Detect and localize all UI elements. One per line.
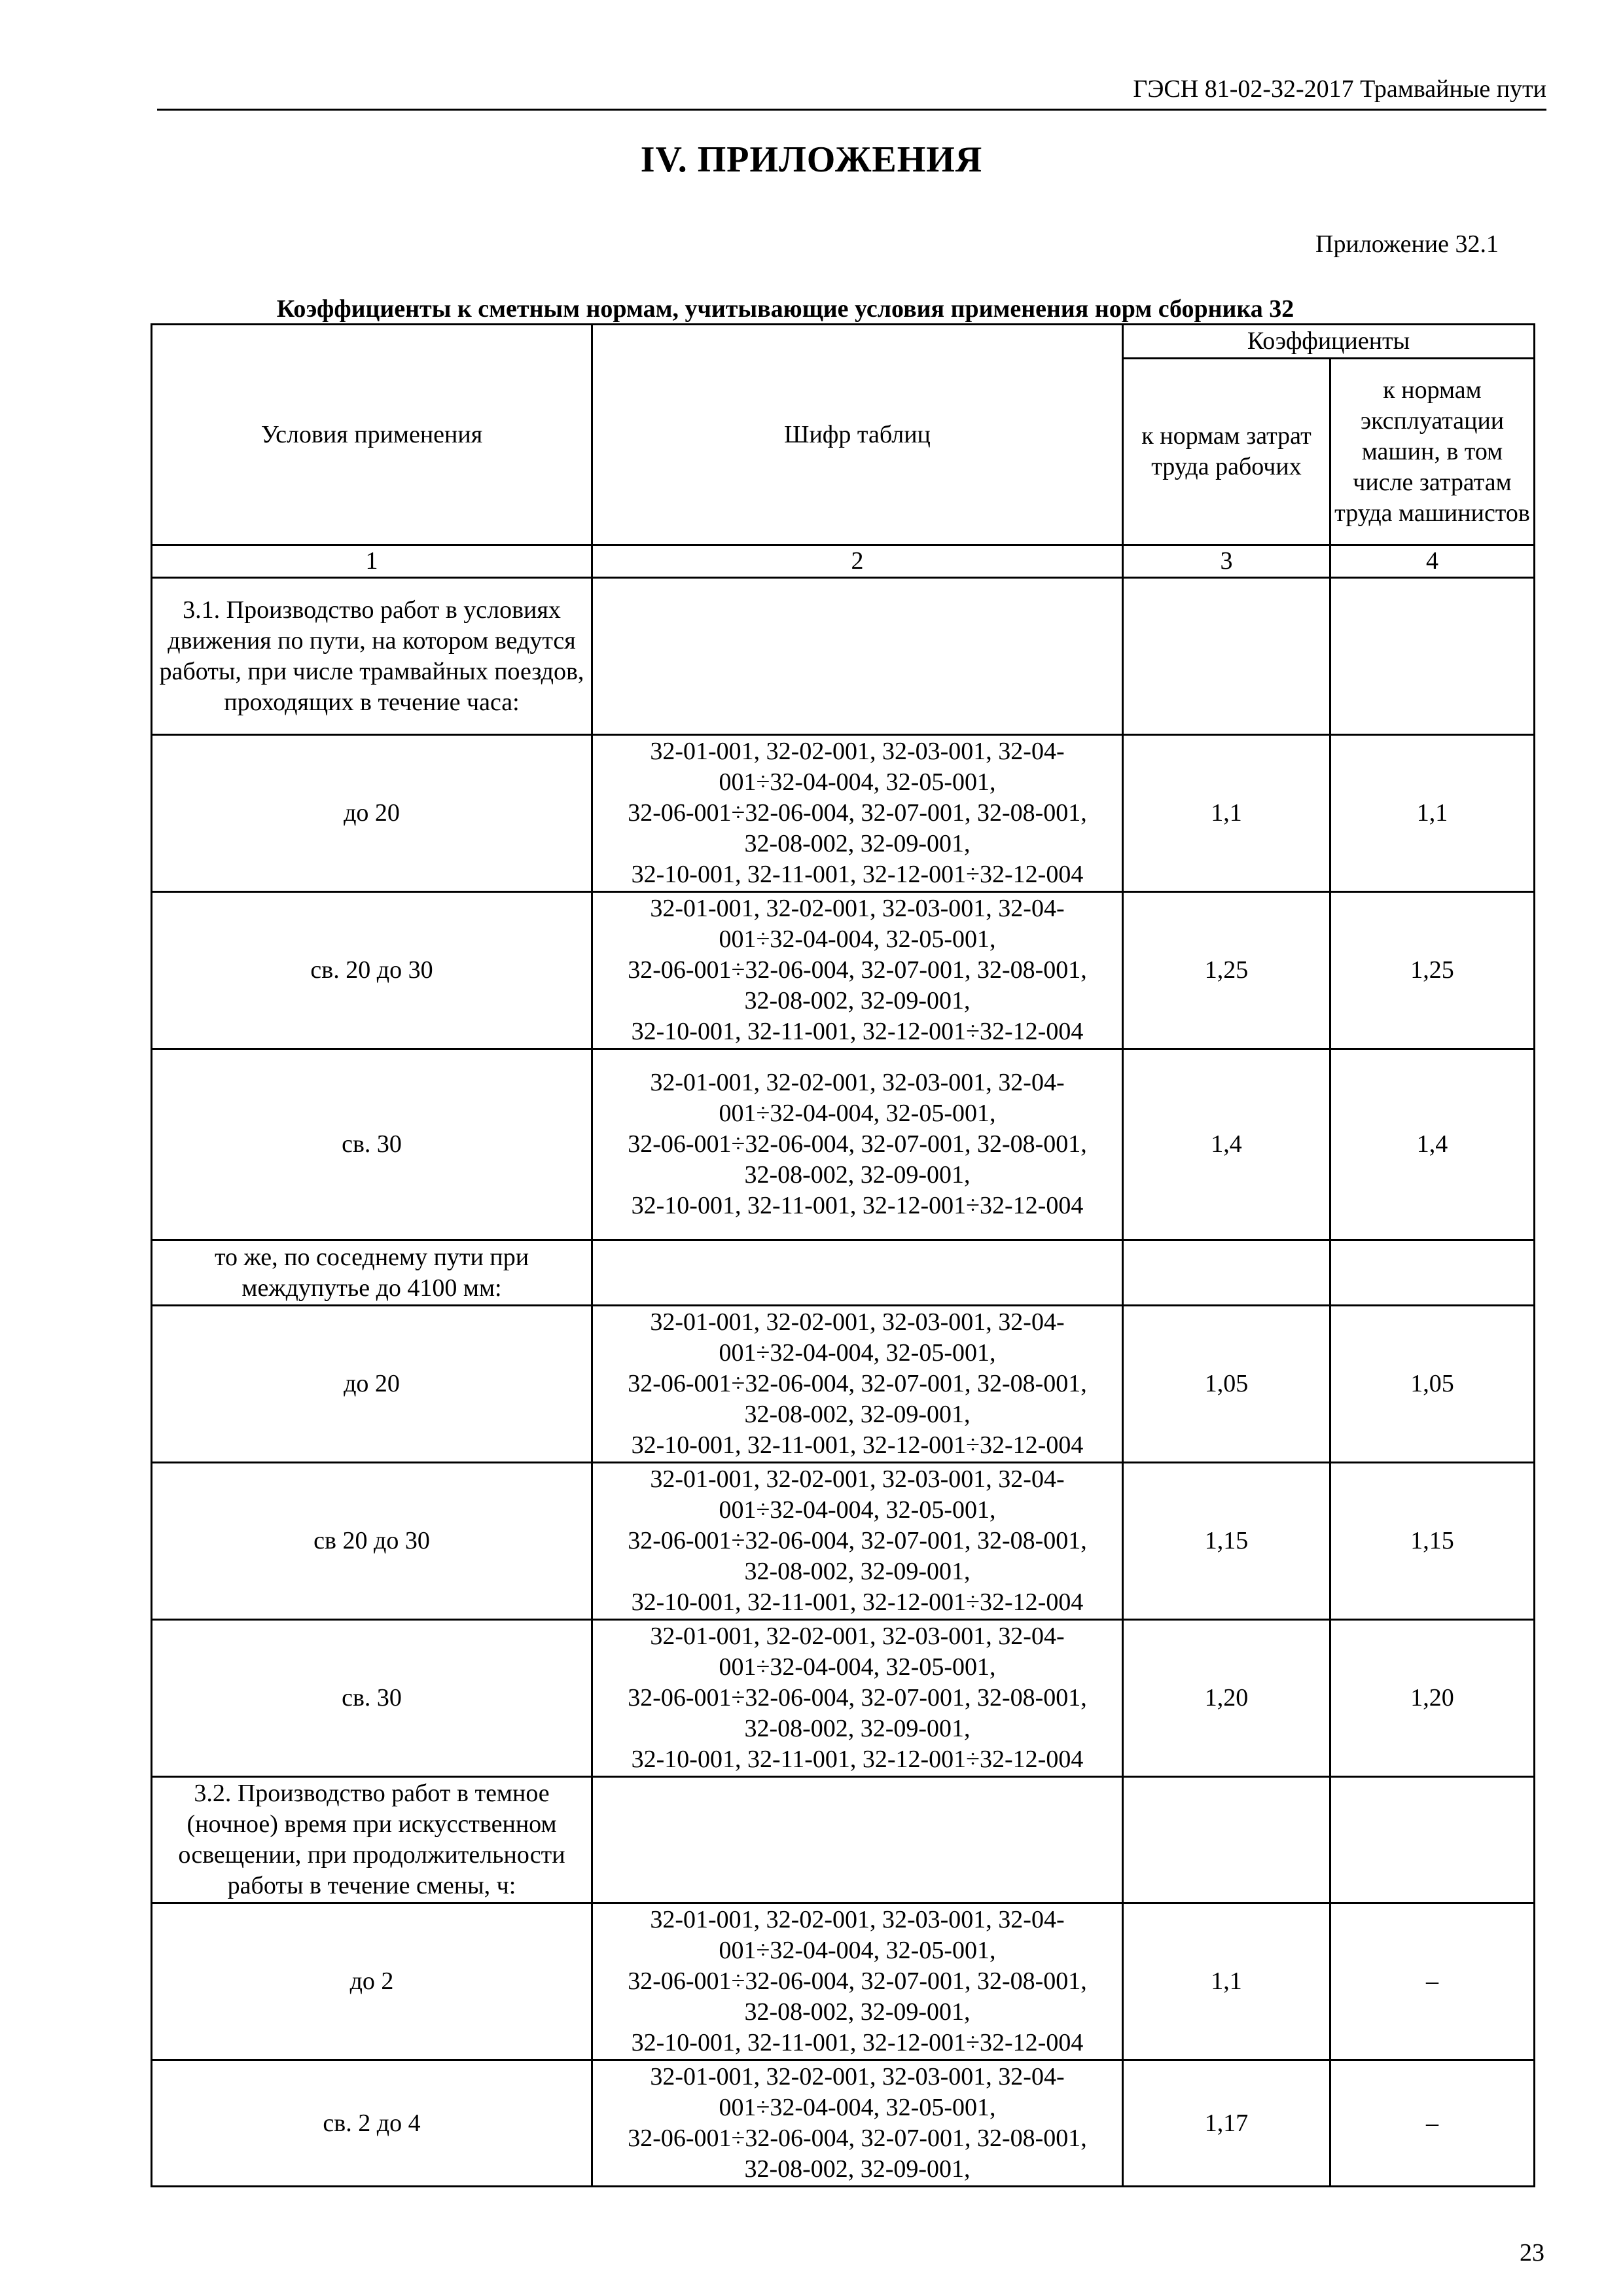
header-coefficients: Коэффициенты: [1123, 325, 1535, 359]
codes-cell: [592, 1306, 1123, 1463]
machines-coefficient: 1,1: [1330, 735, 1535, 892]
condition-cell: св. 30: [152, 1620, 592, 1777]
codes-line: 32-01-001, 32-02-001, 32-03-001, 32-04-: [650, 1069, 1065, 1096]
page-number: 23: [1520, 2239, 1544, 2267]
header-conditions: Условия применения: [152, 325, 592, 545]
codes-line: 32-08-002, 32-09-001,: [744, 1161, 971, 1189]
table-row: [152, 1777, 1535, 1903]
table-row: [152, 1463, 1535, 1620]
codes-cell: [592, 1049, 1123, 1240]
codes-line: 001÷32-04-004, 32-05-001,: [719, 1100, 996, 1127]
codes-line: 001÷32-04-004, 32-05-001,: [719, 1653, 996, 1681]
machines-coefficient: 1,15: [1330, 1463, 1535, 1620]
codes-line: 32-06-001÷32-06-004, 32-07-001, 32-08-001,: [628, 1684, 1087, 1712]
table-row: [152, 2060, 1535, 2187]
codes-line: 001÷32-04-004, 32-05-001,: [719, 768, 996, 796]
codes-line: 32-06-001÷32-06-004, 32-07-001, 32-08-001,: [628, 1967, 1087, 1995]
codes-line: 32-08-002, 32-09-001,: [744, 1715, 971, 1742]
codes-line: 32-08-002, 32-09-001,: [744, 830, 971, 857]
condition-cell: до 2: [152, 1903, 592, 2060]
labor-coefficient: 1,4: [1123, 1049, 1330, 1240]
codes-line: 32-08-002, 32-09-001,: [744, 1401, 971, 1428]
group-heading: 3.1. Производство работ в условиях движения по пути, на котором ведутся работы, при числе трамвайных поездов, проходящих в течение часа:: [152, 578, 592, 735]
appendix-label: Приложение 32.1: [1315, 230, 1499, 258]
codes-line: 32-01-001, 32-02-001, 32-03-001, 32-04-: [650, 1308, 1065, 1336]
header-machines: к нормам эксплуатации машин, в том числе затратам труда машинистов: [1330, 359, 1535, 545]
column-number: 2: [592, 545, 1123, 578]
table-row: [152, 1049, 1535, 1240]
column-number: 3: [1123, 545, 1330, 578]
codes-line: 001÷32-04-004, 32-05-001,: [719, 1937, 996, 1964]
codes-cell: [592, 892, 1123, 1049]
codes-line: 32-10-001, 32-11-001, 32-12-001÷32-12-004: [631, 1746, 1084, 1773]
condition-cell: св. 30: [152, 1049, 592, 1240]
codes-line: 001÷32-04-004, 32-05-001,: [719, 1339, 996, 1367]
machines-coefficient: 1,20: [1330, 1620, 1535, 1777]
codes-line: 32-06-001÷32-06-004, 32-07-001, 32-08-001,: [628, 1130, 1087, 1158]
codes-line: 32-10-001, 32-11-001, 32-12-001÷32-12-004: [631, 861, 1084, 888]
table-row: [152, 1620, 1535, 1777]
labor-coefficient: 1,1: [1123, 1903, 1330, 2060]
codes-line: 32-06-001÷32-06-004, 32-07-001, 32-08-001,: [628, 1370, 1087, 1397]
labor-coefficient: 1,20: [1123, 1620, 1330, 1777]
header-labor: к нормам затрат труда рабочих: [1123, 359, 1330, 545]
codes-cell: [592, 1903, 1123, 2060]
machines-coefficient: 1,25: [1330, 892, 1535, 1049]
machines-coefficient: –: [1330, 1903, 1535, 2060]
codes-line: 32-10-001, 32-11-001, 32-12-001÷32-12-004: [631, 1192, 1084, 1219]
group-heading: 3.2. Производство работ в темное (ночное) время при искусственном освещении, при продолжительности работы в течение смены, ч:: [152, 1777, 592, 1903]
codes-line: 32-08-002, 32-09-001,: [744, 1558, 971, 1585]
codes-line: 001÷32-04-004, 32-05-001,: [719, 2094, 996, 2121]
codes-line: 32-01-001, 32-02-001, 32-03-001, 32-04-: [650, 1623, 1065, 1650]
condition-cell: до 20: [152, 735, 592, 892]
codes-line: 32-10-001, 32-11-001, 32-12-001÷32-12-004: [631, 1588, 1084, 1616]
machines-coefficient: 1,4: [1330, 1049, 1535, 1240]
codes-line: 32-08-002, 32-09-001,: [744, 2155, 971, 2183]
condition-cell: до 20: [152, 1306, 592, 1463]
codes-line: 32-10-001, 32-11-001, 32-12-001÷32-12-004: [631, 1018, 1084, 1045]
coefficients-table: [151, 323, 1535, 2187]
codes-cell: [592, 735, 1123, 892]
codes-cell: [592, 2060, 1123, 2187]
codes-line: 32-06-001÷32-06-004, 32-07-001, 32-08-001,: [628, 1527, 1087, 1554]
table-row: [152, 1903, 1535, 2060]
codes-line: 32-01-001, 32-02-001, 32-03-001, 32-04-: [650, 1906, 1065, 1933]
codes-line: 32-06-001÷32-06-004, 32-07-001, 32-08-001,: [628, 956, 1087, 984]
codes-line: 32-10-001, 32-11-001, 32-12-001÷32-12-004: [631, 1431, 1084, 1459]
header-rule: [157, 109, 1546, 111]
machines-coefficient: 1,05: [1330, 1306, 1535, 1463]
labor-coefficient: 1,25: [1123, 892, 1330, 1049]
labor-coefficient: 1,17: [1123, 2060, 1330, 2187]
codes-line: 001÷32-04-004, 32-05-001,: [719, 925, 996, 953]
codes-cell: [592, 1463, 1123, 1620]
column-number: 4: [1330, 545, 1535, 578]
table-row: [152, 892, 1535, 1049]
codes-line: 32-06-001÷32-06-004, 32-07-001, 32-08-001,: [628, 2125, 1087, 2152]
table-row: [152, 1240, 1535, 1306]
codes-line: 32-08-002, 32-09-001,: [744, 1998, 971, 2026]
column-number: 1: [152, 545, 592, 578]
condition-cell: св 20 до 30: [152, 1463, 592, 1620]
labor-coefficient: 1,1: [1123, 735, 1330, 892]
codes-line: 32-06-001÷32-06-004, 32-07-001, 32-08-001,: [628, 799, 1087, 827]
labor-coefficient: 1,05: [1123, 1306, 1330, 1463]
codes-cell: [592, 1620, 1123, 1777]
header-codes: Шифр таблиц: [592, 325, 1123, 545]
table-row: [152, 578, 1535, 735]
table-row: [152, 735, 1535, 892]
codes-line: 32-01-001, 32-02-001, 32-03-001, 32-04-: [650, 895, 1065, 922]
codes-line: 32-10-001, 32-11-001, 32-12-001÷32-12-004: [631, 2029, 1084, 2056]
table-caption: Коэффициенты к сметным нормам, учитывающие условия применения норм сборника 32: [276, 295, 1294, 323]
table-row: [152, 1306, 1535, 1463]
machines-coefficient: –: [1330, 2060, 1535, 2187]
labor-coefficient: 1,15: [1123, 1463, 1330, 1620]
codes-line: 32-01-001, 32-02-001, 32-03-001, 32-04-: [650, 1465, 1065, 1493]
running-header: ГЭСН 81-02-32-2017 Трамвайные пути: [1133, 75, 1546, 103]
codes-line: 32-01-001, 32-02-001, 32-03-001, 32-04-: [650, 738, 1065, 765]
condition-cell: св. 2 до 4: [152, 2060, 592, 2187]
codes-line: 001÷32-04-004, 32-05-001,: [719, 1496, 996, 1524]
codes-line: 32-01-001, 32-02-001, 32-03-001, 32-04-: [650, 2063, 1065, 2090]
group-heading: то же, по соседнему пути при междупутье до 4100 мм:: [152, 1240, 592, 1306]
condition-cell: св. 20 до 30: [152, 892, 592, 1049]
codes-line: 32-08-002, 32-09-001,: [744, 987, 971, 1014]
page-title: IV. ПРИЛОЖЕНИЯ: [640, 139, 983, 180]
